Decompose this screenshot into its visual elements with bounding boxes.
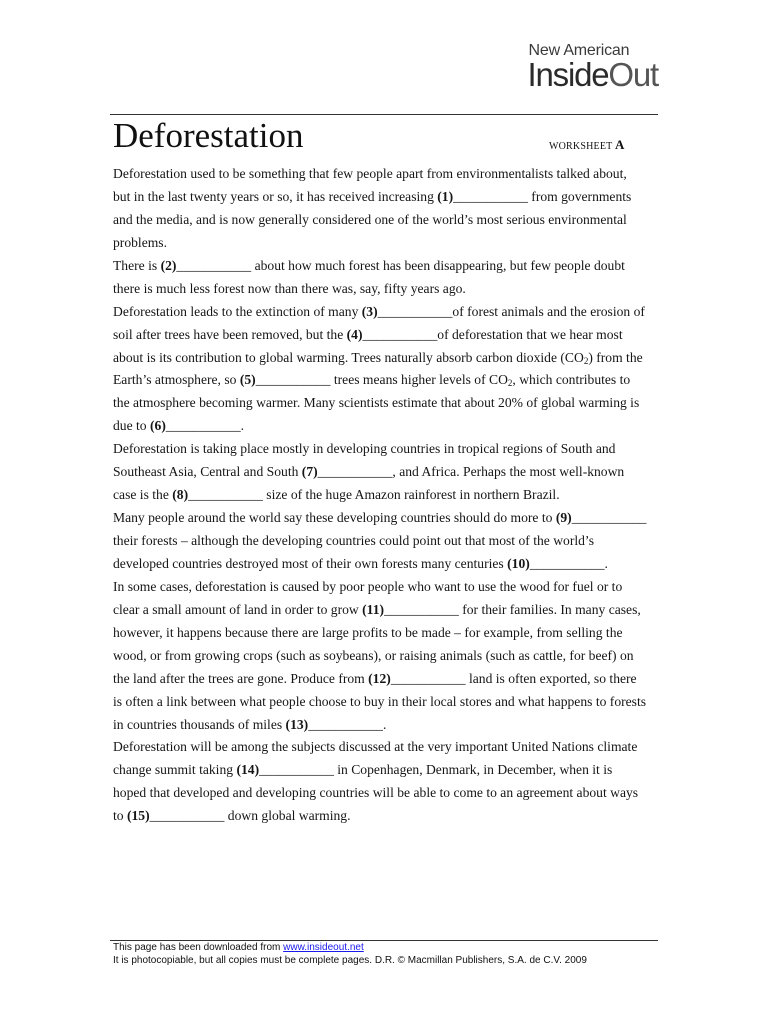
subscript: 2 (583, 355, 589, 366)
text-segment: Deforestation leads to the extinction of many (113, 303, 362, 319)
text-line (113, 369, 661, 392)
text-segment: in countries thousands of miles (113, 716, 286, 732)
gap-number-5: (5) (239, 372, 256, 388)
text-segment: Deforestation will be among the subjects discussed at the very important United Nations climate (113, 739, 638, 755)
text-segment: Earth’s atmosphere, so (113, 372, 240, 388)
text-line (113, 805, 661, 828)
text-segment: down global warming. (224, 808, 351, 824)
gap-number-1: (1) (437, 188, 454, 204)
gap-blank-6[interactable]: ___________ (165, 418, 241, 434)
text-segment: due to (113, 418, 150, 434)
gap-blank-4[interactable]: ___________ (362, 326, 438, 342)
worksheet-label (549, 137, 625, 153)
text-line (113, 530, 661, 553)
gap-number-7: (7) (301, 464, 318, 480)
subscript: 2 (507, 378, 513, 389)
text-line (113, 255, 661, 278)
text-segment: . (604, 555, 608, 571)
text-line (113, 736, 661, 759)
text-segment: trees means higher levels of CO (330, 372, 508, 388)
text-segment: clear a small amount of land in order to grow (113, 601, 363, 617)
gap-number-13: (13) (285, 716, 309, 732)
text-segment: problems. (113, 234, 167, 250)
text-segment: ) from the (588, 349, 643, 365)
text-line (113, 576, 661, 599)
gap-number-14: (14) (236, 762, 260, 778)
text-line (113, 691, 661, 714)
footer-line1 (113, 942, 587, 955)
text-segment: soil after trees have been removed, but the (113, 326, 347, 342)
text-segment: and the media, and is now generally considered one of the world’s most serious environmental (113, 211, 627, 227)
text-segment: , and Africa. Perhaps the most well-known (392, 464, 625, 480)
text-segment: of deforestation that we hear most (437, 326, 623, 342)
gap-blank-12[interactable]: ___________ (390, 670, 466, 686)
gap-blank-8[interactable]: ___________ (188, 487, 263, 503)
text-line (113, 347, 661, 370)
text-line (113, 599, 661, 622)
brand-line2 (527, 56, 658, 93)
gap-blank-2[interactable]: ___________ (176, 257, 252, 273)
text-line (113, 714, 661, 737)
brand-logo (527, 42, 658, 93)
text-line (113, 232, 661, 255)
text-line (113, 461, 661, 484)
text-line (113, 163, 661, 186)
gap-number-4: (4) (346, 326, 363, 342)
text-segment: of forest animals and the erosion of (452, 303, 645, 319)
gap-blank-14[interactable]: ___________ (259, 762, 334, 778)
footer-copyright: It is photocopiable, but all copies must be complete pages. D.R. © Macmillan Publishers, S.A. de C.V. 2009 (113, 954, 587, 966)
text-segment: Southeast Asia, Central and South (113, 464, 302, 480)
text-segment: from governments (527, 188, 632, 204)
footer-download-text: This page has been downloaded from (113, 942, 284, 953)
gap-number-15: (15) (126, 808, 150, 824)
text-line (113, 645, 661, 668)
text-line (113, 782, 661, 805)
text-segment: but in the last twenty years or so, it has received increasing (113, 188, 438, 204)
page-title: Deforestation (113, 116, 304, 155)
text-segment: about is its contribution to global warming. Trees naturally absorb carbon dioxide (CO (113, 349, 584, 365)
gap-blank-1[interactable]: ___________ (453, 188, 528, 204)
gap-blank-13[interactable]: ___________ (308, 716, 383, 732)
text-segment: In some cases, deforestation is caused by poor people who want to use the wood for fuel or to (113, 578, 623, 594)
brand-inside: Inside (527, 56, 609, 93)
text-segment: in Copenhagen, Denmark, in December, when it is (333, 762, 613, 778)
text-line (113, 553, 661, 576)
text-line (113, 209, 661, 232)
gap-blank-11[interactable]: ___________ (384, 601, 459, 617)
text-segment: their forests – although the developing countries could point out that most of the world’s (113, 533, 594, 548)
text-line (113, 507, 661, 530)
text-segment: the land after the trees are gone. Produce from (113, 670, 369, 686)
text-segment: about how much forest has been disappearing, but few people doubt (251, 257, 625, 273)
brand-line1: New American (528, 42, 630, 59)
footer-link[interactable]: www.insideout.net (283, 942, 364, 953)
brand-out: Out (608, 56, 658, 93)
text-segment: Deforestation is taking place mostly in developing countries in tropical regions of South and (113, 441, 616, 457)
text-segment: change summit taking (113, 762, 237, 778)
text-line (113, 759, 661, 782)
text-line (113, 415, 661, 438)
text-line (113, 484, 661, 507)
text-segment: developed countries destroyed most of their own forests many centuries (113, 555, 508, 571)
text-line (113, 186, 661, 209)
gap-blank-9[interactable]: ___________ (571, 510, 647, 526)
text-segment: case is the (113, 487, 173, 503)
text-line (113, 392, 661, 415)
page-footer (113, 942, 587, 967)
text-line (113, 622, 661, 645)
gap-number-8: (8) (172, 487, 189, 503)
text-segment: for their families. In many cases, (458, 601, 641, 617)
gap-number-3: (3) (361, 303, 378, 319)
text-line (113, 438, 661, 461)
text-segment: hoped that developed and developing countries will be able to come to an agreement about ways (113, 785, 639, 801)
text-segment: There is (113, 257, 161, 273)
gap-number-12: (12) (368, 670, 391, 686)
worksheet-body (113, 163, 661, 828)
gap-number-9: (9) (555, 510, 572, 526)
text-line (113, 668, 661, 691)
text-segment: , which contributes to (512, 372, 631, 388)
bottom-divider (110, 940, 658, 941)
text-segment: size of the huge Amazon rainforest in northern Brazil. (262, 487, 560, 503)
text-segment: land is often exported, so there (465, 670, 637, 686)
gap-blank-10[interactable]: ___________ (529, 555, 605, 571)
text-segment: . (240, 418, 245, 434)
text-segment: however, it happens because there are large profits to be made – for example, from selling the (113, 624, 623, 640)
text-segment: is often a link between what people choose to buy in their local stores and what happens to forests (113, 693, 647, 709)
top-divider (110, 114, 658, 115)
gap-number-10: (10) (507, 555, 530, 571)
gap-blank-15[interactable]: ___________ (149, 808, 225, 824)
text-segment: Deforestation used to be something that few people apart from environmentalists talked about, (113, 166, 627, 181)
worksheet-label-text: WORKSHEET (549, 141, 613, 152)
text-segment: Many people around the world say these developing countries should do more to (113, 510, 556, 526)
text-line (113, 324, 661, 347)
text-line (113, 278, 661, 301)
text-segment: to (113, 808, 127, 824)
gap-blank-5[interactable]: ___________ (255, 372, 331, 388)
text-segment: wood, or from growing crops (such as soybeans), or raising animals (such as cattle, for beef) on (113, 647, 634, 663)
text-line (113, 301, 661, 324)
gap-number-11: (11) (362, 601, 385, 617)
worksheet-letter: A (614, 137, 625, 152)
gap-number-2: (2) (160, 257, 177, 273)
text-segment: there is much less forest now than there was, say, fifty years ago. (113, 280, 466, 296)
text-segment: . (382, 716, 387, 732)
gap-blank-3[interactable]: ___________ (377, 303, 453, 319)
gap-number-6: (6) (150, 418, 166, 434)
gap-blank-7[interactable]: ___________ (317, 464, 393, 480)
text-segment: the atmosphere becoming warmer. Many scientists estimate that about 20% of global warming is (113, 395, 640, 411)
